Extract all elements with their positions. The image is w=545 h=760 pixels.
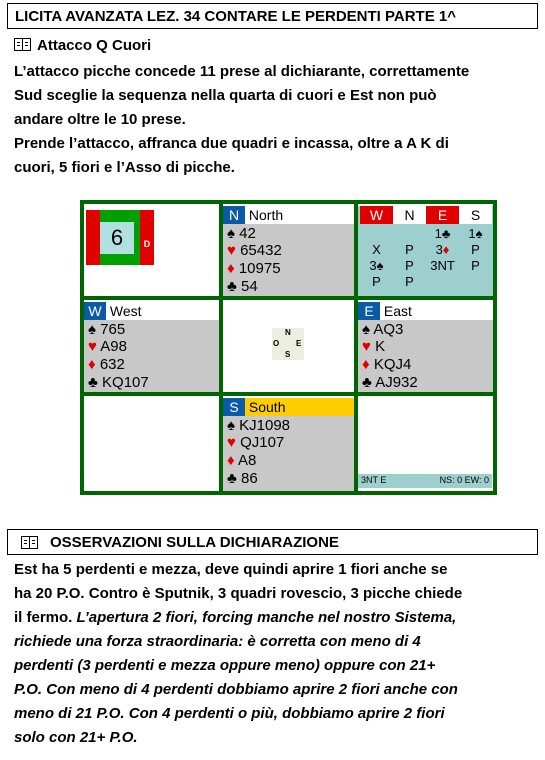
lead-heading: Attacco Q Cuori xyxy=(37,37,152,54)
south-header xyxy=(223,398,354,416)
bid-cell: 3♦ xyxy=(435,242,450,257)
observation-line: meno di 21 P.O. Con 4 perdenti o più, dobbiamo aprire 2 fiori xyxy=(14,705,445,722)
bidding-panel xyxy=(358,206,493,296)
grid-line xyxy=(493,200,497,495)
diamond-icon: ♦ xyxy=(88,356,96,373)
diamond-icon: ♦ xyxy=(227,260,235,277)
bid-header-east: E xyxy=(426,206,459,224)
north-name: North xyxy=(248,207,284,223)
observation-line: richiede una forza straordinaria: è corretta con meno di 4 xyxy=(14,633,421,650)
lesson-title: LICITA AVANZATA LEZ. 34 CONTARE LE PERDENTI PARTE 1^ xyxy=(15,8,456,25)
club-icon: ♣ xyxy=(362,374,372,391)
north-hand xyxy=(223,224,354,296)
observation-line: Est ha 5 perdenti e mezza, deve quindi aprire 1 fiori anche se xyxy=(14,561,448,578)
book-icon xyxy=(14,38,31,51)
east-hand xyxy=(358,320,493,392)
diamond-icon: ♦ xyxy=(362,356,370,373)
spade-icon: ♠ xyxy=(475,226,483,241)
club-icon: ♣ xyxy=(88,374,98,391)
spade-icon: ♠ xyxy=(362,321,370,338)
north-clubs: 54 xyxy=(241,278,258,295)
lesson-title-box xyxy=(7,3,538,29)
west-hearts: A98 xyxy=(100,338,127,355)
bid-cell: X xyxy=(372,242,381,257)
score-label: NS: 0 EW: 0 xyxy=(439,475,489,485)
south-name: South xyxy=(248,399,286,415)
board-number-box xyxy=(86,210,154,265)
bid-cell: 1♣ xyxy=(434,226,451,241)
intro-paragraph xyxy=(14,60,534,180)
east-badge: E xyxy=(358,302,380,320)
grid-line xyxy=(80,392,497,396)
observation-line-mixed: il fermo. L’apertura 2 fiori, forcing manche nel nostro Sistema, xyxy=(14,609,457,626)
observation-line: P.O. Con meno di 4 perdenti dobbiamo aprire 2 fiori anche con xyxy=(14,681,458,698)
intro-line: Sud sceglie la sequenza nella quarta di cuori e Est non può xyxy=(14,87,437,104)
bid-cell: 3NT xyxy=(430,258,455,273)
intro-line: andare oltre le 10 prese. xyxy=(14,111,186,128)
contract-status xyxy=(358,474,492,488)
bid-cell: P xyxy=(405,242,414,257)
north-hearts: 65432 xyxy=(240,242,282,259)
spade-icon: ♠ xyxy=(227,225,235,242)
bid-cell: P xyxy=(405,258,414,273)
bid-cell: P xyxy=(471,258,480,273)
heart-icon: ♥ xyxy=(227,434,236,451)
bid-cell: 1♠ xyxy=(468,226,483,241)
north-header xyxy=(223,206,354,224)
bid-cell: P xyxy=(471,242,480,257)
board-number: 6 xyxy=(100,222,134,254)
south-hearts: QJ107 xyxy=(240,434,285,451)
east-clubs: AJ932 xyxy=(375,374,418,391)
compass-icon xyxy=(272,328,304,360)
east-hearts: K xyxy=(375,338,386,355)
compass-west: O xyxy=(273,339,280,348)
grid-line xyxy=(80,491,497,495)
north-spades: 42 xyxy=(239,225,256,242)
observation-line: ha 20 P.O. Contro è Sputnik, 3 quadri rovescio, 3 picche chiede xyxy=(14,585,463,602)
south-badge: S xyxy=(223,398,245,416)
observation-line: perdenti (3 perdenti e mezza oppure meno) oppure con 21+ xyxy=(14,657,436,674)
book-icon xyxy=(21,536,38,549)
bid-cell: 3♠ xyxy=(369,258,384,273)
bid-cell: P xyxy=(372,274,381,289)
intro-line: Prende l’attacco, affranca due quadri e incassa, oltre a A K di xyxy=(14,135,449,152)
bid-header-north: N xyxy=(393,206,426,224)
grid-line xyxy=(80,296,497,300)
north-diamonds: 10975 xyxy=(238,260,281,277)
bridge-diagram xyxy=(80,200,497,495)
east-diamonds: KQJ4 xyxy=(373,356,412,373)
compass-south: S xyxy=(285,350,291,359)
club-icon: ♣ xyxy=(441,226,451,241)
spade-icon: ♠ xyxy=(376,258,384,273)
south-spades: KJ1098 xyxy=(239,417,291,434)
east-spades: AQ3 xyxy=(373,321,404,338)
compass-east: E xyxy=(296,339,302,348)
north-badge: N xyxy=(223,206,245,224)
west-header xyxy=(84,302,219,320)
contract-label: 3NT E xyxy=(361,475,387,485)
south-hand xyxy=(223,416,354,491)
club-icon: ♣ xyxy=(227,278,237,295)
dealer-marker: D xyxy=(140,238,154,250)
bid-header-south: S xyxy=(459,206,492,224)
diamond-icon: ♦ xyxy=(442,242,450,257)
south-clubs: 86 xyxy=(241,470,258,487)
diamond-icon: ♦ xyxy=(227,452,235,469)
west-name: West xyxy=(109,303,142,319)
bid-cell: P xyxy=(405,274,414,289)
heart-icon: ♥ xyxy=(88,338,97,355)
observation-line: solo con 21+ P.O. xyxy=(14,729,138,746)
vulnerability-bar xyxy=(86,210,100,265)
spade-icon: ♠ xyxy=(88,321,96,338)
west-diamonds: 632 xyxy=(99,356,125,373)
observations-heading-box xyxy=(7,529,538,555)
observations-heading: OSSERVAZIONI SULLA DICHIARAZIONE xyxy=(50,534,339,551)
west-spades: 765 xyxy=(100,321,126,338)
west-badge: W xyxy=(84,302,106,320)
grid-line xyxy=(80,200,497,204)
spade-icon: ♠ xyxy=(227,417,235,434)
west-clubs: KQ107 xyxy=(102,374,149,391)
club-icon: ♣ xyxy=(227,470,237,487)
intro-line: L’attacco picche concede 11 prese al dichiarante, correttamente xyxy=(14,63,470,80)
heart-icon: ♥ xyxy=(362,338,371,355)
heart-icon: ♥ xyxy=(227,242,236,259)
intro-line: cuori, 5 fiori e l’Asso di picche. xyxy=(14,159,235,176)
west-hand xyxy=(84,320,219,392)
south-diamonds: A8 xyxy=(238,452,257,469)
east-name: East xyxy=(383,303,412,319)
observations-paragraph xyxy=(14,558,534,750)
bid-header-west: W xyxy=(360,206,393,224)
lead-heading-row xyxy=(14,37,151,54)
compass-north: N xyxy=(285,328,291,337)
east-header xyxy=(358,302,493,320)
